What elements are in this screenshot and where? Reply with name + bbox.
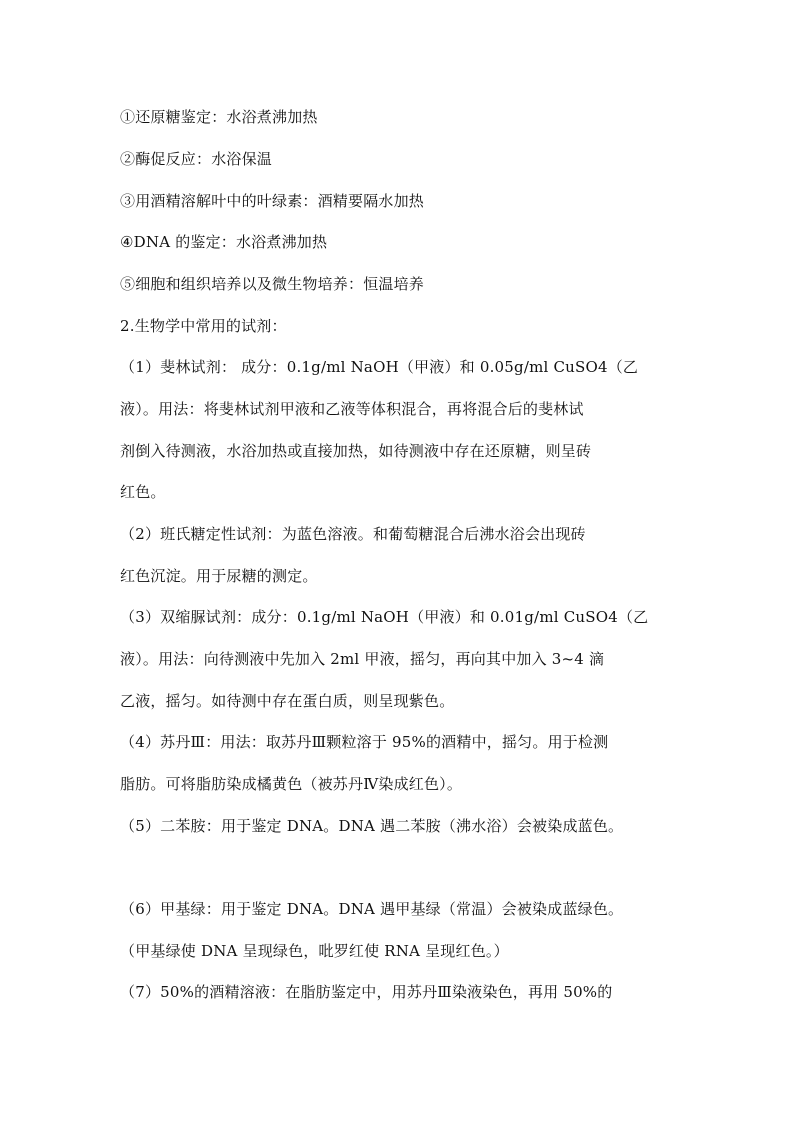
text-line: 液）。用法：向待测液中先加入 2ml 甲液，摇匀，再向其中加入 3~4 滴 [120, 650, 605, 668]
text-line: （4）苏丹Ⅲ：用法：取苏丹Ⅲ颗粒溶于 95%的酒精中，摇匀。用于检测 [120, 733, 609, 751]
text-line: 脂肪。可将脂肪染成橘黄色（被苏丹Ⅳ染成红色）。 [120, 775, 463, 793]
text-line: ①还原糖鉴定：水浴煮沸加热 [120, 108, 318, 126]
section-heading: 2.生物学中常用的试剂： [120, 317, 287, 335]
text-line: （甲基绿使 DNA 呈现绿色，吡罗红使 RNA 呈现红色。） [120, 942, 509, 960]
text-line: 剂倒入待测液，水浴加热或直接加热，如待测液中存在还原糖，则呈砖 [120, 442, 592, 460]
text-line: 红色沉淀。用于尿糖的测定。 [120, 567, 318, 585]
text-line: （1）斐林试剂： 成分：0.1g/ml NaOH（甲液）和 0.05g/ml CuSO4（乙 [120, 358, 639, 376]
text-line: ⑤细胞和组织培养以及微生物培养：恒温培养 [120, 275, 425, 293]
text-line: 乙液，摇匀。如待测中存在蛋白质，则呈现紫色。 [120, 692, 455, 710]
text-line: ③用酒精溶解叶中的叶绿素：酒精要隔水加热 [120, 192, 425, 210]
text-line: ④DNA 的鉴定：水浴煮沸加热 [120, 233, 328, 251]
text-line: （5）二苯胺：用于鉴定 DNA。DNA 遇二苯胺（沸水浴）会被染成蓝色。 [120, 817, 624, 835]
text-line: （7）50%的酒精溶液：在脂肪鉴定中，用苏丹Ⅲ染液染色，再用 50%的 [120, 983, 613, 1001]
text-line: （3）双缩脲试剂：成分：0.1g/ml NaOH（甲液）和 0.01g/ml CuSO4（乙 [120, 608, 649, 626]
text-line: 红色。 [120, 483, 166, 501]
text-line: （6）甲基绿：用于鉴定 DNA。DNA 遇甲基绿（常温）会被染成蓝绿色。 [120, 900, 624, 918]
text-line: （2）班氏糖定性试剂：为蓝色溶液。和葡萄糖混合后沸水浴会出现砖 [120, 525, 586, 543]
text-line: 液）。用法：将斐林试剂甲液和乙液等体积混合，再将混合后的斐林试 [120, 400, 584, 418]
text-line: ②酶促反应：水浴保温 [120, 150, 273, 168]
